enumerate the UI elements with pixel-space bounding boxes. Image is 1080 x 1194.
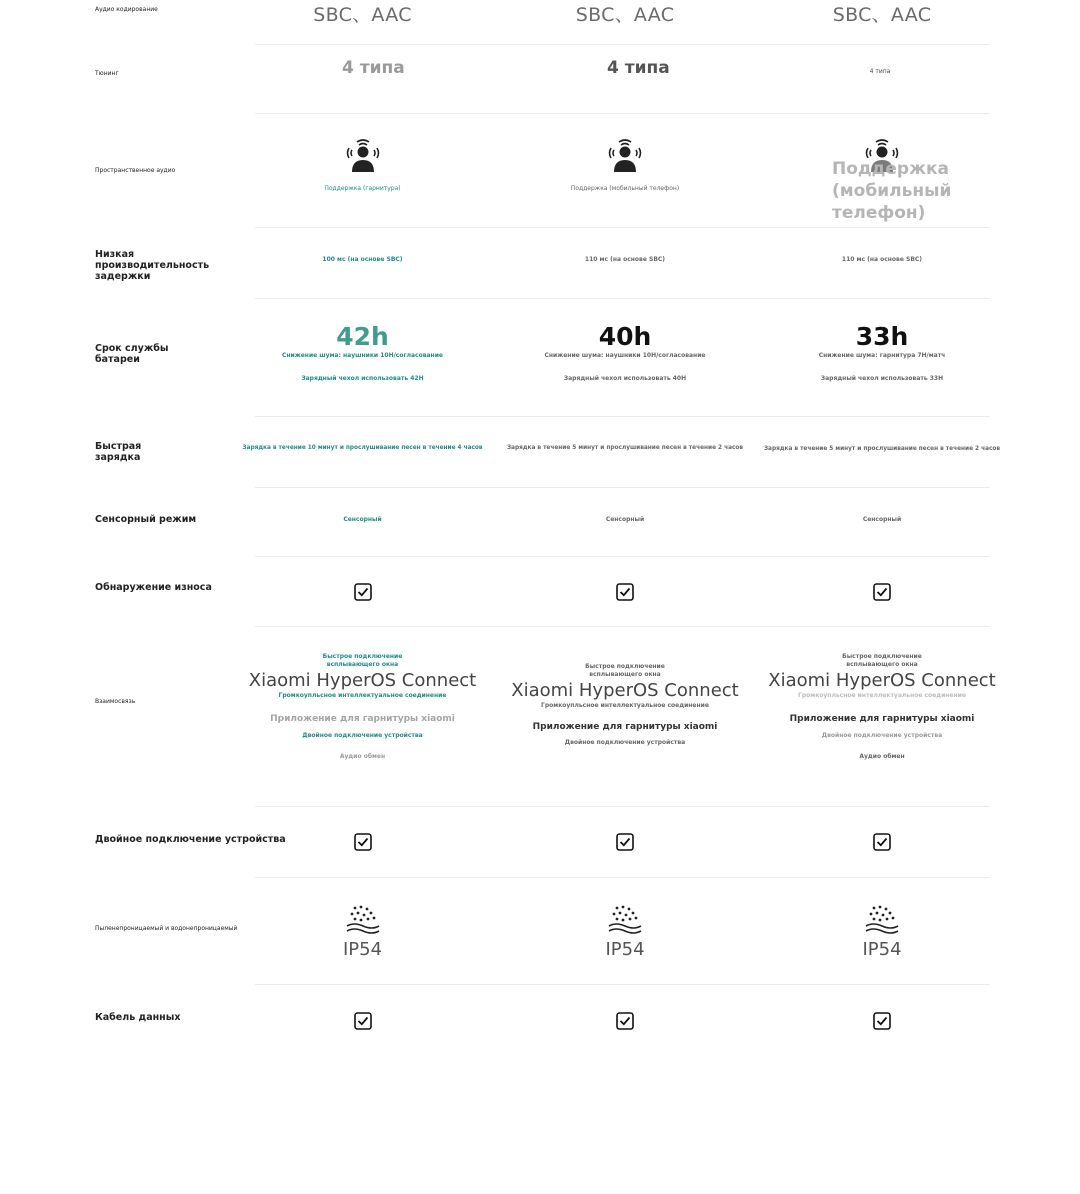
touch-value: Сенсорный [862,516,902,523]
fast-charge-value: Зарядка в течение 5 минут и прослушивание песен в течение 2 часов [763,446,1001,452]
dual-connect: Двойное подключение устройства [302,732,423,740]
touch-value: Сенсорный [343,516,382,523]
row-label: Обнаружение износа [95,582,212,593]
row-divider [255,877,990,878]
hyperos-connect: Xiaomi HyperOS Connect [511,680,739,701]
ip-value: IP54 [605,939,645,960]
row-divider [255,487,990,488]
fast-charge-value: Зарядка в течение 5 минут и прослушивание песен в течение 2 часов [506,445,744,451]
battery-note: Снижение шума: наушники 10H/согласование [544,352,706,359]
row-divider [255,113,990,114]
checkmark-icon [507,583,743,601]
ip-value: IP54 [862,939,902,960]
codec-value: SBC、AAC [832,4,932,26]
fast-charge-value: Зарядка в течение 10 минут и прослушивание песен в течение 4 часов [242,445,483,451]
spatial-audio-icon [605,138,645,174]
smart-connect: Громкоупльсное интеллектуальное соединение [798,691,966,699]
row-label: Срок службы батареи [95,343,169,365]
row-divider [255,416,990,417]
row-label: Пространственное аудио [95,167,176,174]
latency-value: 110 мс (на основе SBC) [584,256,666,263]
row-label: Низкая производительность задержки [95,249,210,282]
battery-case: Зарядный чехол использовать 40H [563,374,687,382]
hyperos-connect: Xiaomi HyperOS Connect [768,670,996,691]
headset-app: Приложение для гарнитуры xiaomi [270,714,455,725]
battery-case: Зарядный чехол использовать 33H [820,374,944,382]
battery-hours: 40h [598,322,652,351]
row-label: Сенсорный режим [95,514,197,525]
row-divider [255,227,990,228]
smart-connect: Громкоупльсное интеллектуальное соединение [541,701,709,709]
touch-value: Сенсорный [605,516,645,523]
codec-value: SBC、AAC [313,4,412,26]
audio-share: Аудио обмен [339,752,386,760]
row-label: Пыленепроницаемый и водонепроницаемый [95,925,238,932]
checkmark-icon [765,1012,999,1030]
battery-case: Зарядный чехол использовать 42H [301,374,424,382]
popup-connect: Быстрое подключение всплывающего окна [842,653,922,668]
latency-value: 110 мс (на основе SBC) [841,256,923,263]
smart-connect: Громкоупльсное интеллектуальное соединение [278,691,447,699]
row-label: Быстрая зарядка [95,441,142,463]
spatial-audio-icon [343,138,383,174]
checkmark-icon [245,1012,480,1030]
spatial-audio-value: Поддержка (мобильный телефон) [570,185,680,192]
dust-water-icon [345,904,381,934]
checkmark-icon [245,833,480,851]
headset-app: Приложение для гарнитуры xiaomi [789,714,975,725]
row-divider [255,298,990,299]
checkmark-icon [765,583,999,601]
popup-connect: Быстрое подключение всплывающего окна [585,663,665,678]
checkmark-icon [765,833,999,851]
row-label: Кабель данных [95,1012,181,1023]
dual-connect: Двойное подключение устройства [564,739,686,747]
popup-connect: Быстрое подключение всплывающего окна [322,653,403,668]
codec-value: SBC、AAC [575,4,675,26]
checkmark-icon [245,583,480,601]
row-label: Двойное подключение устройства [95,834,286,845]
row-label: Взаимосвязь [95,698,136,705]
latency-value: 100 мс (на основе SBC) [322,256,403,263]
battery-hours: 42h [336,322,389,351]
row-divider [255,556,990,557]
row-label: Тюнинг [95,70,119,77]
tuning-value: 4 типа [869,68,891,75]
row-divider [255,626,990,627]
tuning-value: 4 типа [342,58,405,78]
battery-note: Снижение шума: гарнитура 7H/матч [818,352,946,359]
checkmark-icon [507,1012,743,1030]
audio-share: Аудио обмен [859,752,905,760]
headset-app: Приложение для гарнитуры xiaomi [532,722,718,733]
row-divider [255,44,990,45]
row-divider [255,806,990,807]
dual-connect: Двойное подключение устройства [821,732,943,740]
row-label: Аудио кодирование [95,6,158,13]
dust-water-icon [864,904,900,934]
hyperos-connect: Xiaomi HyperOS Connect [248,670,477,691]
dust-water-icon [607,904,643,934]
spatial-audio-value: Поддержка (мобильный телефон) [832,158,982,224]
ip-value: IP54 [342,939,383,960]
spatial-audio-value: Поддержка (гарнитура) [324,185,401,192]
checkmark-icon [507,833,743,851]
tuning-value: 4 типа [607,58,670,78]
battery-note: Снижение шума: наушники 10H/согласование [282,352,443,359]
row-divider [255,984,990,985]
battery-hours: 33h [855,322,909,351]
